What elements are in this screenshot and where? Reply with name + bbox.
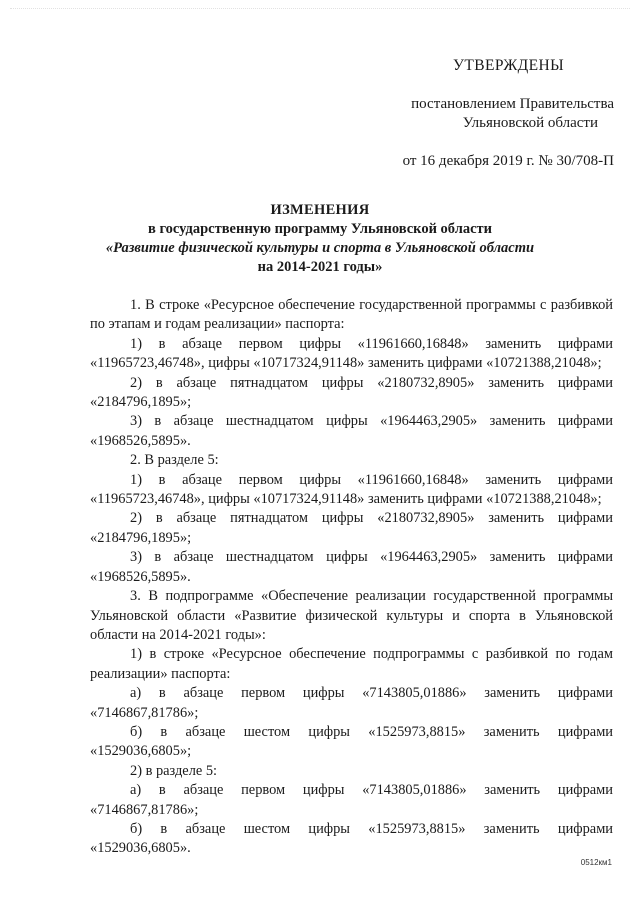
title-line-2: в государственную программу Ульяновской области [147, 221, 492, 237]
paragraph: 1) в абзаце первом цифры «11961660,16848» заменить цифрами «11965723,46748», цифры «10717324,91148» заменить цифрами «10721388,21048»; [90, 335, 613, 372]
paragraph: б) в абзаце шестом цифры «1525973,8815» заменить цифрами «1529036,6805»; [90, 723, 613, 760]
paragraph: 3) в абзаце шестнадцатом цифры «1964463,2905» заменить цифрами «1968526,5895». [90, 413, 613, 449]
paragraph: б) в абзаце шестом цифры «1525973,8815» заменить цифрами «1529036,6805». [90, 820, 613, 857]
decree-line-1: постановлением Правительства [411, 96, 614, 112]
paragraph: 3) в абзаце шестнадцатом цифры «1964463,2905» заменить цифрами «1968526,5895». [90, 549, 613, 585]
scan-artifact-line [10, 8, 630, 11]
paragraph: 1. В строке «Ресурсное обеспечение государственной программы с разбивкой по этапам и годам реализации» паспорта: [90, 297, 613, 333]
paragraph: 2) в абзаце пятнадцатом цифры «2180732,8905» заменить цифрами «2184796,1895»; [90, 510, 613, 546]
paragraph: а) в абзаце первом цифры «7143805,01886» заменить цифрами «7146867,81786»; [90, 685, 613, 721]
title-line-1: ИЗМЕНЕНИЯ [270, 202, 370, 218]
paragraph: 1) в абзаце первом цифры «11961660,16848» заменить цифрами «11965723,46748», цифры «10717324,91148» заменить цифрами «10721388,21048»; [90, 471, 613, 508]
title-line-3: «Развитие физической культуры и спорта в Ульяновской области [105, 240, 535, 256]
paragraph: 2. В разделе 5: [130, 452, 219, 469]
title-line-4: на 2014-2021 годы» [257, 259, 383, 275]
paragraph: 3. В подпрограмме «Обеспечение реализации государственной программы Ульяновской области «Развитие физической культуры и спорта в Ульяновской области на 2014-2021 годы»: [90, 588, 613, 643]
paragraph: 2) в абзаце пятнадцатом цифры «2180732,8905» заменить цифрами «2184796,1895»; [90, 374, 613, 411]
footer-code: 0512км1 [580, 858, 612, 867]
paragraph: 1) в строке «Ресурсное обеспечение подпрограммы с разбивкой по годам реализации» паспорта: [90, 646, 613, 682]
document-title [60, 201, 580, 277]
approved-label: УТВЕРЖДЕНЫ [453, 57, 564, 74]
decree-line-2: Ульяновской области [462, 115, 598, 131]
document-body [90, 296, 613, 859]
paragraph: 2) в разделе 5: [130, 762, 218, 779]
decree-date: от 16 декабря 2019 г. № 30/708-П [402, 153, 614, 169]
paragraph: а) в абзаце первом цифры «7143805,01886» заменить цифрами «7146867,81786»; [90, 782, 613, 818]
approval-block [374, 56, 614, 171]
